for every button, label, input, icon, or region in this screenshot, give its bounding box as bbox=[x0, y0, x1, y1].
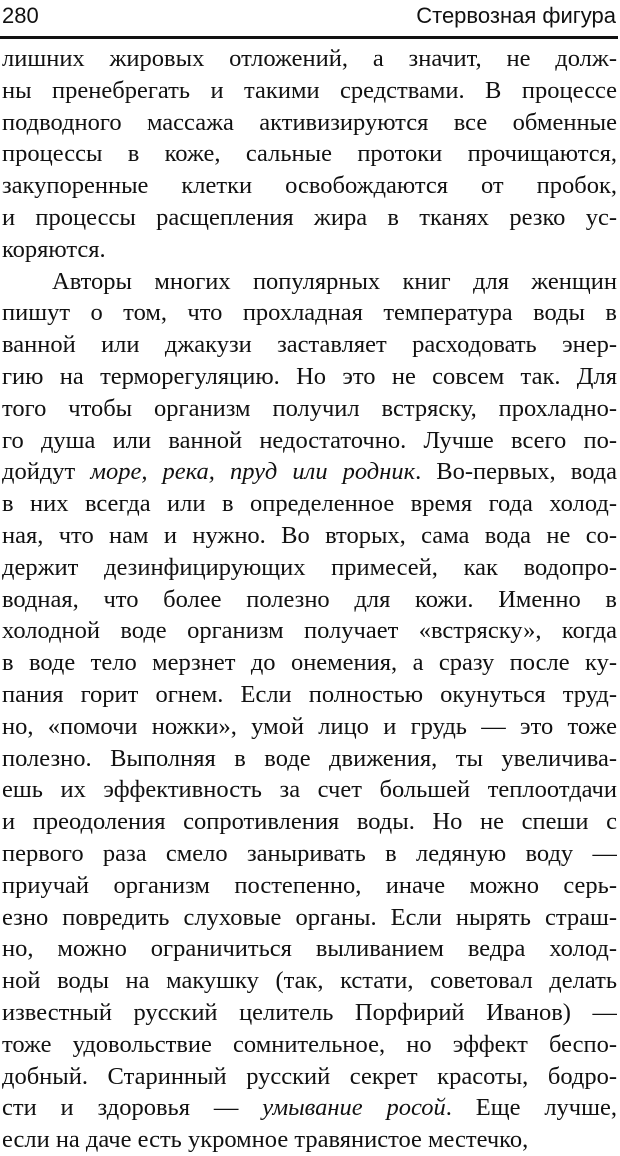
text-line bbox=[2, 456, 617, 488]
text-line bbox=[2, 584, 617, 616]
text-line bbox=[2, 870, 617, 902]
text-line bbox=[2, 488, 617, 520]
text-line bbox=[2, 425, 617, 457]
text-segment: ной воды на макушку (так, кстати, советовал делать bbox=[2, 967, 617, 995]
paragraph bbox=[2, 266, 617, 1156]
text-line bbox=[2, 393, 617, 425]
text-segment: приучай организм постепенно, иначе можно серь- bbox=[2, 871, 617, 899]
emphasis-text: море, река, пруд или родник bbox=[90, 458, 416, 486]
text-segment: дойдут bbox=[2, 458, 91, 486]
text-segment: пания горит огнем. Если полностью окунуться труд- bbox=[2, 680, 617, 708]
text-segment: добный. Старинный русский секрет красоты, бодро- bbox=[2, 1062, 617, 1090]
text-line bbox=[2, 520, 617, 552]
text-line bbox=[2, 965, 617, 997]
text-segment: в воде тело мерзнет до онемения, а сразу после ку- bbox=[2, 649, 617, 677]
text-line bbox=[2, 43, 617, 75]
text-line bbox=[2, 679, 617, 711]
text-segment: подводного массажа активизируются все обменные bbox=[2, 108, 617, 136]
text-line bbox=[2, 997, 617, 1029]
text-segment: в них всегда или в определенное время года холод- bbox=[2, 490, 617, 518]
text-segment: и преодоления сопротивления воды. Но не спеши с bbox=[2, 808, 617, 836]
text-line bbox=[2, 711, 617, 743]
text-segment: ешь их эффективность за счет большей теплоотдачи bbox=[2, 776, 617, 804]
text-segment: коряются. bbox=[2, 235, 106, 263]
text-segment: ванной или джакузи заставляет расходовать энер- bbox=[2, 331, 617, 359]
text-segment: го душа или ванной недостаточно. Лучше всего по- bbox=[2, 426, 617, 454]
text-segment: держит дезинфицирующих примесей, как водопро- bbox=[2, 553, 617, 581]
paragraph bbox=[2, 43, 617, 266]
text-line bbox=[2, 838, 617, 870]
text-segment: но, можно ограничиться выливанием ведра холод- bbox=[2, 935, 617, 963]
text-line bbox=[2, 552, 617, 584]
text-line bbox=[2, 107, 617, 139]
text-line bbox=[2, 361, 617, 393]
text-segment: закупоренные клетки освобождаются от пробок, bbox=[2, 172, 617, 200]
text-line bbox=[2, 266, 617, 298]
text-line bbox=[2, 138, 617, 170]
text-segment: Авторы многих популярных книг для женщин bbox=[52, 267, 617, 295]
text-segment: гию на терморегуляцию. Но это не совсем так. Для bbox=[2, 362, 617, 390]
page-number: 280 bbox=[2, 3, 39, 28]
text-segment: известный русский целитель Порфирий Иванов) — bbox=[2, 998, 617, 1026]
text-line bbox=[2, 329, 617, 361]
text-line bbox=[2, 806, 617, 838]
text-line bbox=[2, 297, 617, 329]
emphasis-text: умывание росой bbox=[262, 1094, 446, 1122]
text-line bbox=[2, 743, 617, 775]
text-segment: езно повредить слуховые органы. Если нырять страш- bbox=[2, 903, 617, 931]
text-line bbox=[2, 75, 617, 107]
header-rule bbox=[0, 36, 618, 39]
text-segment: но, «помочи ножки», умой лицо и грудь — это тоже bbox=[2, 712, 617, 740]
text-line bbox=[2, 1124, 617, 1156]
text-line bbox=[2, 170, 617, 202]
text-segment: если на даче есть укромное травянистое местечко, bbox=[2, 1126, 529, 1154]
text-segment: и процессы расщепления жира в тканях резко ус- bbox=[2, 203, 617, 231]
text-line bbox=[2, 202, 617, 234]
text-line bbox=[2, 902, 617, 934]
text-line bbox=[2, 774, 617, 806]
text-segment: тоже удовольствие сомнительное, но эффект беспо- bbox=[2, 1030, 617, 1058]
text-segment: пишут о том, что прохладная температура воды в bbox=[2, 299, 617, 327]
text-line bbox=[2, 1061, 617, 1093]
text-segment: . Во-первых, вода bbox=[415, 458, 617, 486]
text-segment: холодной воде организм получает «встряску», когда bbox=[2, 617, 617, 645]
text-line bbox=[2, 933, 617, 965]
body-text bbox=[2, 43, 617, 1156]
running-head bbox=[2, 2, 616, 32]
text-segment: того чтобы организм получил встряску, прохладно- bbox=[2, 394, 617, 422]
text-segment: первого раза смело заныривать в ледяную воду — bbox=[2, 839, 617, 867]
text-line bbox=[2, 234, 617, 266]
section-title: Стервозная фигура bbox=[416, 3, 616, 28]
text-segment: ная, что нам и нужно. Во вторых, сама вода не со- bbox=[2, 521, 617, 549]
text-line bbox=[2, 1029, 617, 1061]
text-line bbox=[2, 615, 617, 647]
text-segment: полезно. Выполняя в воде движения, ты увеличива- bbox=[2, 744, 617, 772]
text-segment: сти и здоровья — bbox=[2, 1094, 263, 1122]
text-segment: водная, что более полезно для кожи. Именно в bbox=[2, 585, 617, 613]
text-segment: . Еще лучше, bbox=[445, 1094, 617, 1122]
text-line bbox=[2, 1092, 617, 1124]
text-segment: ны пренебрегать и такими средствами. В процессе bbox=[2, 76, 617, 104]
text-segment: процессы в коже, сальные протоки прочищаются, bbox=[2, 140, 617, 168]
text-line bbox=[2, 647, 617, 679]
text-segment: лишних жировых отложений, а значит, не долж- bbox=[2, 45, 617, 72]
